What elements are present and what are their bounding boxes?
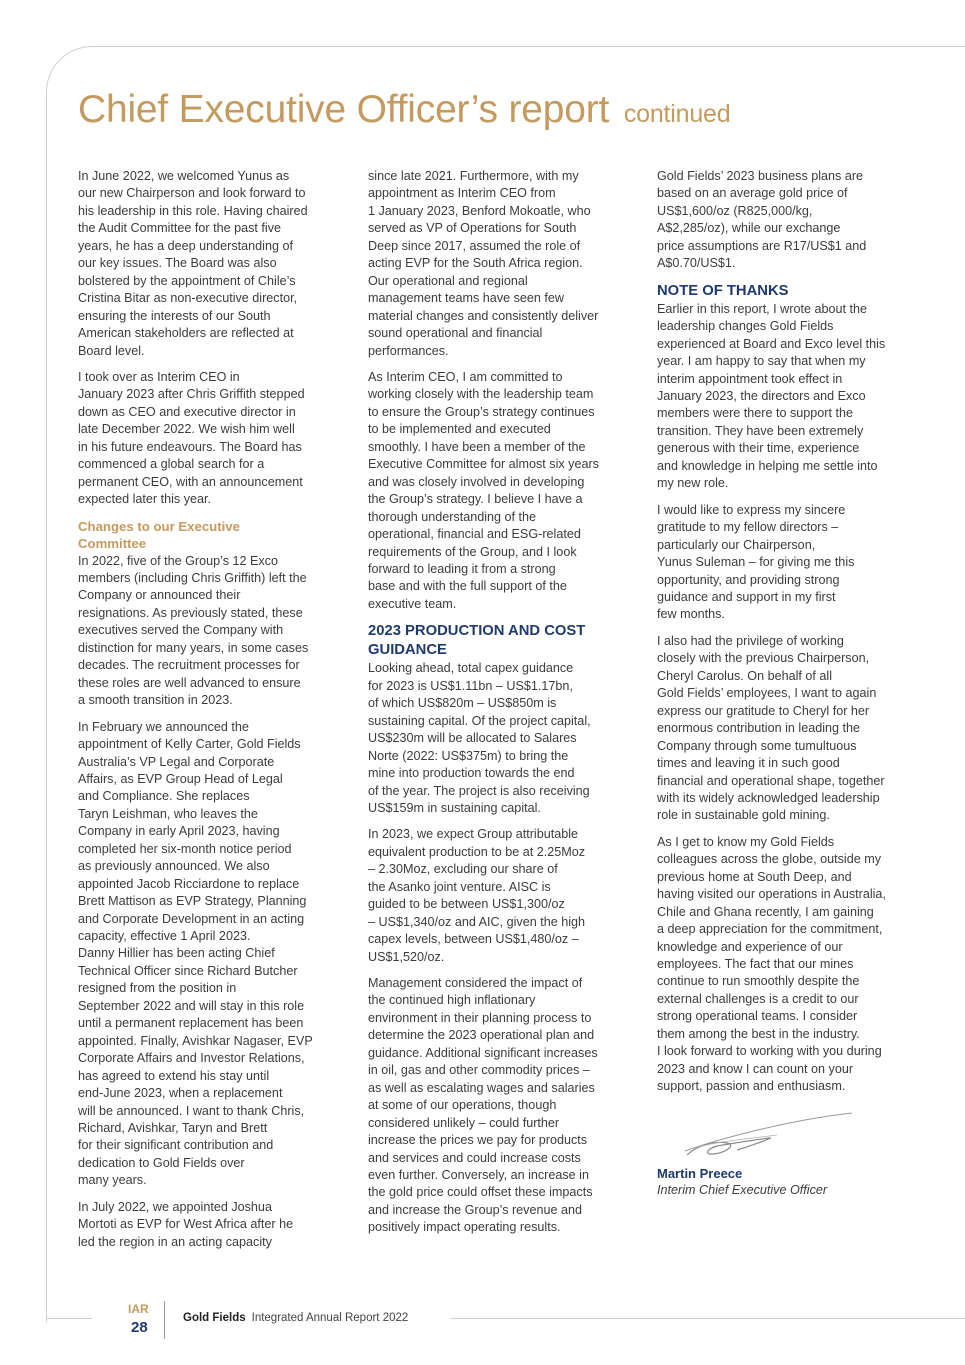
text-line: them among the best in the industry. (657, 1026, 860, 1041)
text-line: since late 2021. Furthermore, with my (368, 169, 579, 183)
text-line: requirements of the Group, and I look (368, 544, 577, 559)
text-line: I look forward to working with you during (657, 1044, 882, 1059)
text-line: American stakeholders are reflected at (78, 326, 294, 341)
text-line: I also had the privilege of working (657, 633, 844, 648)
text-line: with its widely acknowledged leadership (657, 790, 880, 805)
signatory-title: Interim Chief Executive Officer (657, 1182, 828, 1197)
text-line: guidance and support in my first (657, 589, 836, 604)
text-line: Changes to our Executive (78, 518, 240, 534)
text-line: Affairs, as EVP Group Head of Legal (78, 771, 283, 786)
text-line: Australia’s VP Legal and Corporate (78, 754, 275, 769)
text-line: experienced at Board and Exco level this (657, 336, 886, 351)
paragraph (78, 1199, 336, 1251)
text-line: colleagues across the globe, outside my (657, 852, 882, 867)
text-line: and Compliance. She replaces (78, 789, 250, 804)
text-line: sustaining capital. Of the project capital, (368, 713, 591, 728)
text-line: late December 2022. We wish him well (78, 422, 295, 437)
text-line: generous with their time, experience (657, 441, 860, 456)
text-line: Cheryl Carolus. On behalf of all (657, 668, 832, 683)
paragraph (657, 168, 919, 273)
text-line: I took over as Interim CEO in (78, 369, 240, 384)
text-line: environment in their planning process to (368, 1010, 592, 1025)
text-line: few months. (657, 607, 725, 622)
footer-rule-right (450, 1318, 965, 1319)
text-line: Chile and Ghana recently, I am gaining (657, 904, 874, 919)
text-line: January 2023, the directors and Exco (657, 388, 866, 403)
text-line: year. I am happy to say that when my (657, 354, 866, 369)
text-line: interim appointment took effect in (657, 371, 843, 386)
text-line: expected later this year. (78, 492, 212, 507)
text-line: will be announced. I want to thank Chris, (78, 1103, 305, 1118)
page-title (78, 88, 730, 132)
text-line: increase the prices we pay for products (368, 1133, 588, 1148)
text-line: the Audit Committee for the past five (78, 221, 282, 236)
paragraph (368, 660, 624, 817)
paragraph (657, 502, 919, 624)
paragraph (368, 168, 624, 360)
title-continued: continued (623, 100, 731, 128)
text-line: September 2022 and will stay in this role (78, 998, 305, 1013)
text-line: resigned from the position in (78, 981, 237, 996)
text-line: financial and operational shape, together (657, 773, 885, 788)
text-line: years, he has a deep understanding of (78, 238, 293, 253)
text-line: Yunus Suleman – for giving me this (657, 555, 855, 570)
signature-image (667, 1105, 857, 1163)
text-line: has agreed to extend his stay until (78, 1068, 270, 1083)
signatory-name: Martin Preece (657, 1165, 743, 1181)
text-line: A$0.70/US$1. (657, 256, 736, 271)
text-line: management teams have seen few (368, 291, 565, 306)
text-line: Committee (78, 536, 147, 552)
text-line: express our gratitude to Cheryl for her (657, 703, 870, 718)
text-line: support, passion and enthusiasm. (657, 1079, 846, 1094)
text-line: gratitude to my fellow directors – (657, 520, 839, 535)
heading-production-guidance (368, 622, 624, 660)
text-line: – 2.30Moz, excluding our share of (368, 862, 558, 877)
text-line: members (including Chris Griffith) left the (78, 570, 307, 585)
text-line: appointment of Kelly Carter, Gold Fields (78, 737, 301, 752)
subheading-executive-committee (78, 518, 336, 553)
column-1 (78, 168, 336, 1260)
paragraph (78, 719, 336, 1190)
text-line: leadership changes Gold Fields (657, 319, 834, 334)
text-line: appointed Jacob Ricciardone to replace (78, 876, 300, 891)
footer-brand: Gold Fields (183, 1312, 246, 1324)
paragraph (368, 369, 624, 613)
text-line: Board level. (78, 343, 145, 358)
text-line: at some of our operations, though (368, 1098, 557, 1113)
text-line: In June 2022, we welcomed Yunus as (78, 169, 290, 183)
text-line: Executive Committee for almost six years (368, 457, 599, 472)
text-line: Cristina Bitar as non-executive director, (78, 291, 298, 306)
text-line: bolstered by the appointment of Chile’s (78, 273, 296, 288)
footer-rule-left (46, 1318, 92, 1319)
text-line: Management considered the impact of (368, 976, 583, 991)
footer-divider (164, 1301, 165, 1339)
text-line: led the region in an acting capacity (78, 1234, 272, 1249)
footer-report-title (183, 1312, 408, 1324)
text-line: based on an average gold price of (657, 186, 848, 201)
text-line: Taryn Leishman, who leaves the (78, 806, 258, 821)
text-line: determine the 2023 operational plan and (368, 1028, 595, 1043)
text-line: dedication to Gold Fields over (78, 1155, 245, 1170)
paragraph (657, 834, 919, 1096)
text-line: thorough understanding of the (368, 509, 537, 524)
text-line: distinction for many years, in some cases (78, 640, 309, 655)
text-line: Company through some tumultuous (657, 738, 857, 753)
text-line: smoothly. I have been a member of the (368, 439, 586, 454)
text-line: the Asanko joint venture. AISC is (368, 879, 551, 894)
text-line: the gold price could offset these impacts (368, 1185, 593, 1200)
text-line: Gold Fields’ employees, I want to again (657, 686, 877, 701)
text-line: Corporate Affairs and Investor Relations, (78, 1051, 305, 1066)
text-line: as previously announced. We also (78, 859, 270, 874)
paragraph (657, 633, 919, 825)
text-line: continue to run smoothly despite the (657, 974, 860, 989)
text-line: external challenges is a credit to our (657, 991, 859, 1006)
text-line: many years. (78, 1173, 147, 1188)
text-line: Norte (2022: US$375m) to bring the (368, 748, 569, 763)
text-line: decades. The recruitment processes for (78, 658, 300, 673)
text-line: As Interim CEO, I am committed to (368, 369, 563, 384)
text-line: forward to leading it from a strong (368, 561, 556, 576)
text-line: Mortoti as EVP for West Africa after he (78, 1217, 294, 1232)
text-line: ensuring the interests of our South (78, 308, 271, 323)
page-number: 28 (131, 1319, 148, 1336)
text-line: equivalent production to be at 2.25Moz (368, 844, 586, 859)
text-line: appointment as Interim CEO from (368, 186, 556, 201)
text-line: my new role. (657, 476, 729, 491)
text-line: operational, financial and ESG-related (368, 527, 581, 542)
text-line: and knowledge in helping me settle into (657, 458, 878, 473)
heading-note-of-thanks: NOTE OF THANKS (657, 282, 789, 299)
text-line: members were there to support the (657, 406, 853, 421)
text-line: Company in early April 2023, having (78, 824, 280, 839)
text-line: US$1,600/oz (R825,000/kg, (657, 203, 813, 218)
text-line: in his future endeavours. The Board has (78, 439, 302, 454)
text-line: until a permanent replacement has been (78, 1016, 304, 1031)
text-line: In 2023, we expect Group attributable (368, 827, 579, 842)
text-line: completed her six-month notice period (78, 841, 292, 856)
text-line: Earlier in this report, I wrote about the (657, 301, 867, 316)
text-line: material changes and consistently deliver (368, 308, 599, 323)
text-line: GUIDANCE (368, 642, 447, 659)
text-line: A$2,285/oz), while our exchange (657, 221, 841, 236)
text-line: Gold Fields’ 2023 business plans are (657, 169, 864, 183)
text-line: Technical Officer since Richard Butcher (78, 963, 298, 978)
text-line: and was closely involved in developing (368, 474, 585, 489)
text-line: capex levels, between US$1,480/oz – (368, 932, 579, 947)
text-line: permanent CEO, with an announcement (78, 474, 303, 489)
text-line: enormous contribution in leading the (657, 721, 861, 736)
text-line: US$1,520/oz. (368, 949, 445, 964)
text-line: 1 January 2023, Benford Mokoatle, who (368, 203, 591, 218)
text-line: served as VP of Operations for South (368, 221, 577, 236)
text-line: Richard, Avishkar, Taryn and Brett (78, 1121, 268, 1136)
text-line: – US$1,340/oz and AIC, given the high (368, 914, 586, 929)
text-line: these roles are well advanced to ensure (78, 675, 301, 690)
text-line: down as CEO and executive director in (78, 404, 296, 419)
text-line: acting EVP for the South Africa region. (368, 256, 583, 271)
text-line: mine into production towards the end (368, 766, 575, 781)
text-line: role in sustainable gold mining. (657, 808, 830, 823)
text-line: Deep since 2017, assumed the role of (368, 238, 581, 253)
paragraph (78, 168, 336, 360)
text-line: times and leaving it in such good (657, 756, 840, 771)
text-line: sound operational and financial (368, 326, 543, 341)
text-line: price assumptions are R17/US$1 and (657, 238, 867, 253)
footer-section-label: IAR (128, 1302, 149, 1316)
text-line: transition. They have been extremely (657, 423, 864, 438)
text-line: capacity, effective 1 April 2023. (78, 929, 251, 944)
text-line: for their significant contribution and (78, 1138, 274, 1153)
text-line: guidance. Additional significant increases (368, 1045, 598, 1060)
text-line: and increase the Group’s revenue and (368, 1202, 583, 1217)
text-line: resignations. As previously stated, these (78, 605, 303, 620)
text-line: previous home at South Deep, and (657, 869, 852, 884)
text-line: to be implemented and executed (368, 422, 551, 437)
text-line: As I get to know my Gold Fields (657, 834, 835, 849)
text-line: guided to be between US$1,300/oz (368, 897, 565, 912)
text-line: 2023 and know I can count on your (657, 1061, 854, 1076)
text-line: as well as escalating wages and salaries (368, 1080, 595, 1095)
text-line: 2023 PRODUCTION AND COST (368, 623, 586, 640)
text-line: I would like to express my sincere (657, 502, 846, 517)
text-line: to ensure the Group’s strategy continues (368, 404, 595, 419)
text-line: In 2022, five of the Group’s 12 Exco (78, 553, 278, 568)
text-line: considered unlikely – could further (368, 1115, 560, 1130)
text-line: employees. The fact that our mines (657, 957, 854, 972)
text-line: of the year. The project is also receiving (368, 783, 590, 798)
text-line: base and with the full support of the (368, 579, 567, 594)
text-line: commenced a global search for a (78, 457, 265, 472)
text-line: and services and could increase costs (368, 1150, 581, 1165)
text-line: US$159m in sustaining capital. (368, 800, 541, 815)
text-line: knowledge and experience of our (657, 939, 843, 954)
text-line: executives served the Company with (78, 623, 284, 638)
text-line: opportunity, and providing strong (657, 572, 840, 587)
text-line: appointed. Finally, Avishkar Nagaser, EVP (78, 1033, 313, 1048)
paragraph (368, 826, 624, 966)
text-line: positively impact operating results. (368, 1220, 561, 1235)
column-3 (657, 168, 919, 1199)
text-line: Our operational and regional (368, 273, 528, 288)
text-line: strong operational teams. I consider (657, 1009, 858, 1024)
footer-report-name: Integrated Annual Report 2022 (251, 1312, 409, 1324)
text-line: working closely with the leadership team (368, 387, 594, 402)
text-line: Brett Mattison as EVP Strategy, Planning (78, 894, 307, 909)
text-line: and Corporate Development in an acting (78, 911, 305, 926)
text-line: In February we announced the (78, 719, 249, 734)
text-line: In July 2022, we appointed Joshua (78, 1199, 272, 1214)
text-line: executive team. (368, 596, 457, 611)
paragraph (78, 369, 336, 509)
text-line: Company or announced their (78, 588, 241, 603)
text-line: US$230m will be allocated to Salares (368, 731, 577, 746)
text-line: a deep appreciation for the commitment, (657, 922, 883, 937)
text-line: even further. Conversely, an increase in (368, 1168, 589, 1183)
text-line: the Group’s strategy. I believe I have a (368, 492, 583, 507)
paragraph (368, 975, 624, 1237)
text-line: a smooth transition in 2023. (78, 693, 233, 708)
text-line: for 2023 is US$1.11bn – US$1.17bn, (368, 678, 573, 693)
title-main: Chief Executive Officer’s report (78, 88, 610, 131)
text-line: January 2023 after Chris Griffith stepped (78, 387, 305, 402)
text-line: end-June 2023, when a replacement (78, 1086, 283, 1101)
text-line: his leadership in this role. Having chaired (78, 203, 308, 218)
text-line: the continued high inflationary (368, 993, 536, 1008)
text-line: Danny Hillier has been acting Chief (78, 946, 275, 961)
text-line: our new Chairperson and look forward to (78, 186, 306, 201)
text-line: Looking ahead, total capex guidance (368, 661, 574, 676)
text-line: our key issues. The Board was also (78, 256, 277, 271)
text-line: of which US$820m – US$850m is (368, 696, 557, 711)
text-line: closely with the previous Chairperson, (657, 651, 870, 666)
text-line: performances. (368, 343, 449, 358)
paragraph (78, 553, 336, 710)
paragraph (657, 301, 919, 493)
column-2 (368, 168, 624, 1246)
text-line: having visited our operations in Australia, (657, 887, 886, 902)
text-line: particularly our Chairperson, (657, 537, 816, 552)
text-line: in oil, gas and other commodity prices – (368, 1063, 590, 1078)
